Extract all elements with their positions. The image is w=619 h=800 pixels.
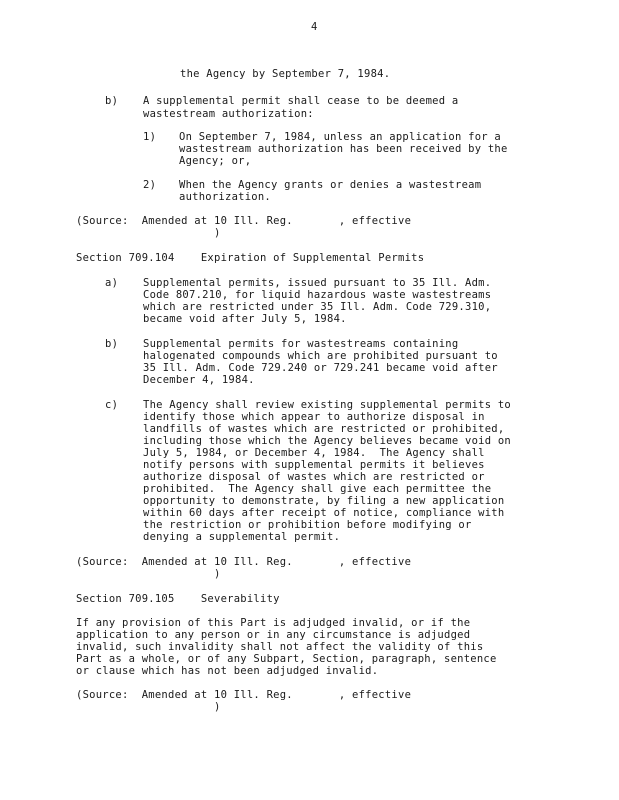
paragraph-line: which are restricted under 35 Ill. Adm. Code 729.310, [143,301,492,313]
paragraph-line: opportunity to demonstrate, by filing a new application [143,495,505,507]
source-note: (Source: Amended at 10 Ill. Reg. , effective [76,689,412,701]
paragraph-line: or clause which has not been adjudged invalid. [76,665,379,677]
paragraph-line: the restriction or prohibition before modifying or [143,519,472,531]
source-note-close: ) [214,701,221,713]
paragraph-line: landfills of wastes which are restricted or prohibited, [143,423,505,435]
paragraph-line: December 4, 1984. [143,374,255,386]
page-number: 4 [311,21,318,33]
paragraph-line: including those which the Agency believes became void on [143,435,512,447]
paragraph-line: 35 Ill. Adm. Code 729.240 or 729.241 became void after [143,362,498,374]
paragraph-line: within 60 days after receipt of notice, compliance with [143,507,505,519]
paragraph-line: application to any person or in any circumstance is adjudged [76,629,471,641]
continuation-line: the Agency by September 7, 1984. [180,68,391,80]
source-note: (Source: Amended at 10 Ill. Reg. , effective [76,215,412,227]
paragraph-line: July 5, 1984, or December 4, 1984. The Agency shall [143,447,485,459]
item-label-b: b) [105,338,119,350]
paragraph-line: Code 807.210, for liquid hazardous waste wastestreams [143,289,492,301]
paragraph-line: identify those which appear to authorize disposal in [143,411,485,423]
paragraph-line: invalid, such invalidity shall not affect the validity of this [76,641,484,653]
paragraph-line: prohibited. The Agency shall give each permittee the [143,483,492,495]
paragraph-line: wastestream authorization has been received by the [179,143,508,155]
paragraph-line: When the Agency grants or denies a wastestream [179,179,482,191]
source-note: (Source: Amended at 10 Ill. Reg. , effective [76,556,412,568]
paragraph-line: Part as a whole, or of any Subpart, Section, paragraph, sentence [76,653,497,665]
section-heading: Section 709.105 Severability [76,593,280,605]
subitem-label-2: 2) [143,179,157,191]
subitem-label-1: 1) [143,131,157,143]
paragraph-line: Supplemental permits for wastestreams containing [143,338,459,350]
paragraph-line: If any provision of this Part is adjudged invalid, or if the [76,617,471,629]
section-heading: Section 709.104 Expiration of Supplemental Permits [76,252,425,264]
paragraph-line: The Agency shall review existing supplemental permits to [143,399,512,411]
source-note-close: ) [214,227,221,239]
paragraph-line: Supplemental permits, issued pursuant to 35 Ill. Adm. [143,277,492,289]
paragraph-line: On September 7, 1984, unless an application for a [179,131,502,143]
paragraph-line: authorization. [179,191,272,203]
paragraph-line: notify persons with supplemental permits it believes [143,459,485,471]
paragraph-line: A supplemental permit shall cease to be deemed a [143,95,459,107]
paragraph-line: wastestream authorization: [143,108,314,120]
paragraph-line: halogenated compounds which are prohibited pursuant to [143,350,498,362]
source-note-close: ) [214,568,221,580]
item-label-c: c) [105,399,119,411]
item-label-a: a) [105,277,119,289]
paragraph-line: became void after July 5, 1984. [143,313,347,325]
paragraph-line: denying a supplemental permit. [143,531,341,543]
paragraph-line: authorize disposal of wastes which are restricted or [143,471,485,483]
item-label-b: b) [105,95,119,107]
paragraph-line: Agency; or, [179,155,252,167]
